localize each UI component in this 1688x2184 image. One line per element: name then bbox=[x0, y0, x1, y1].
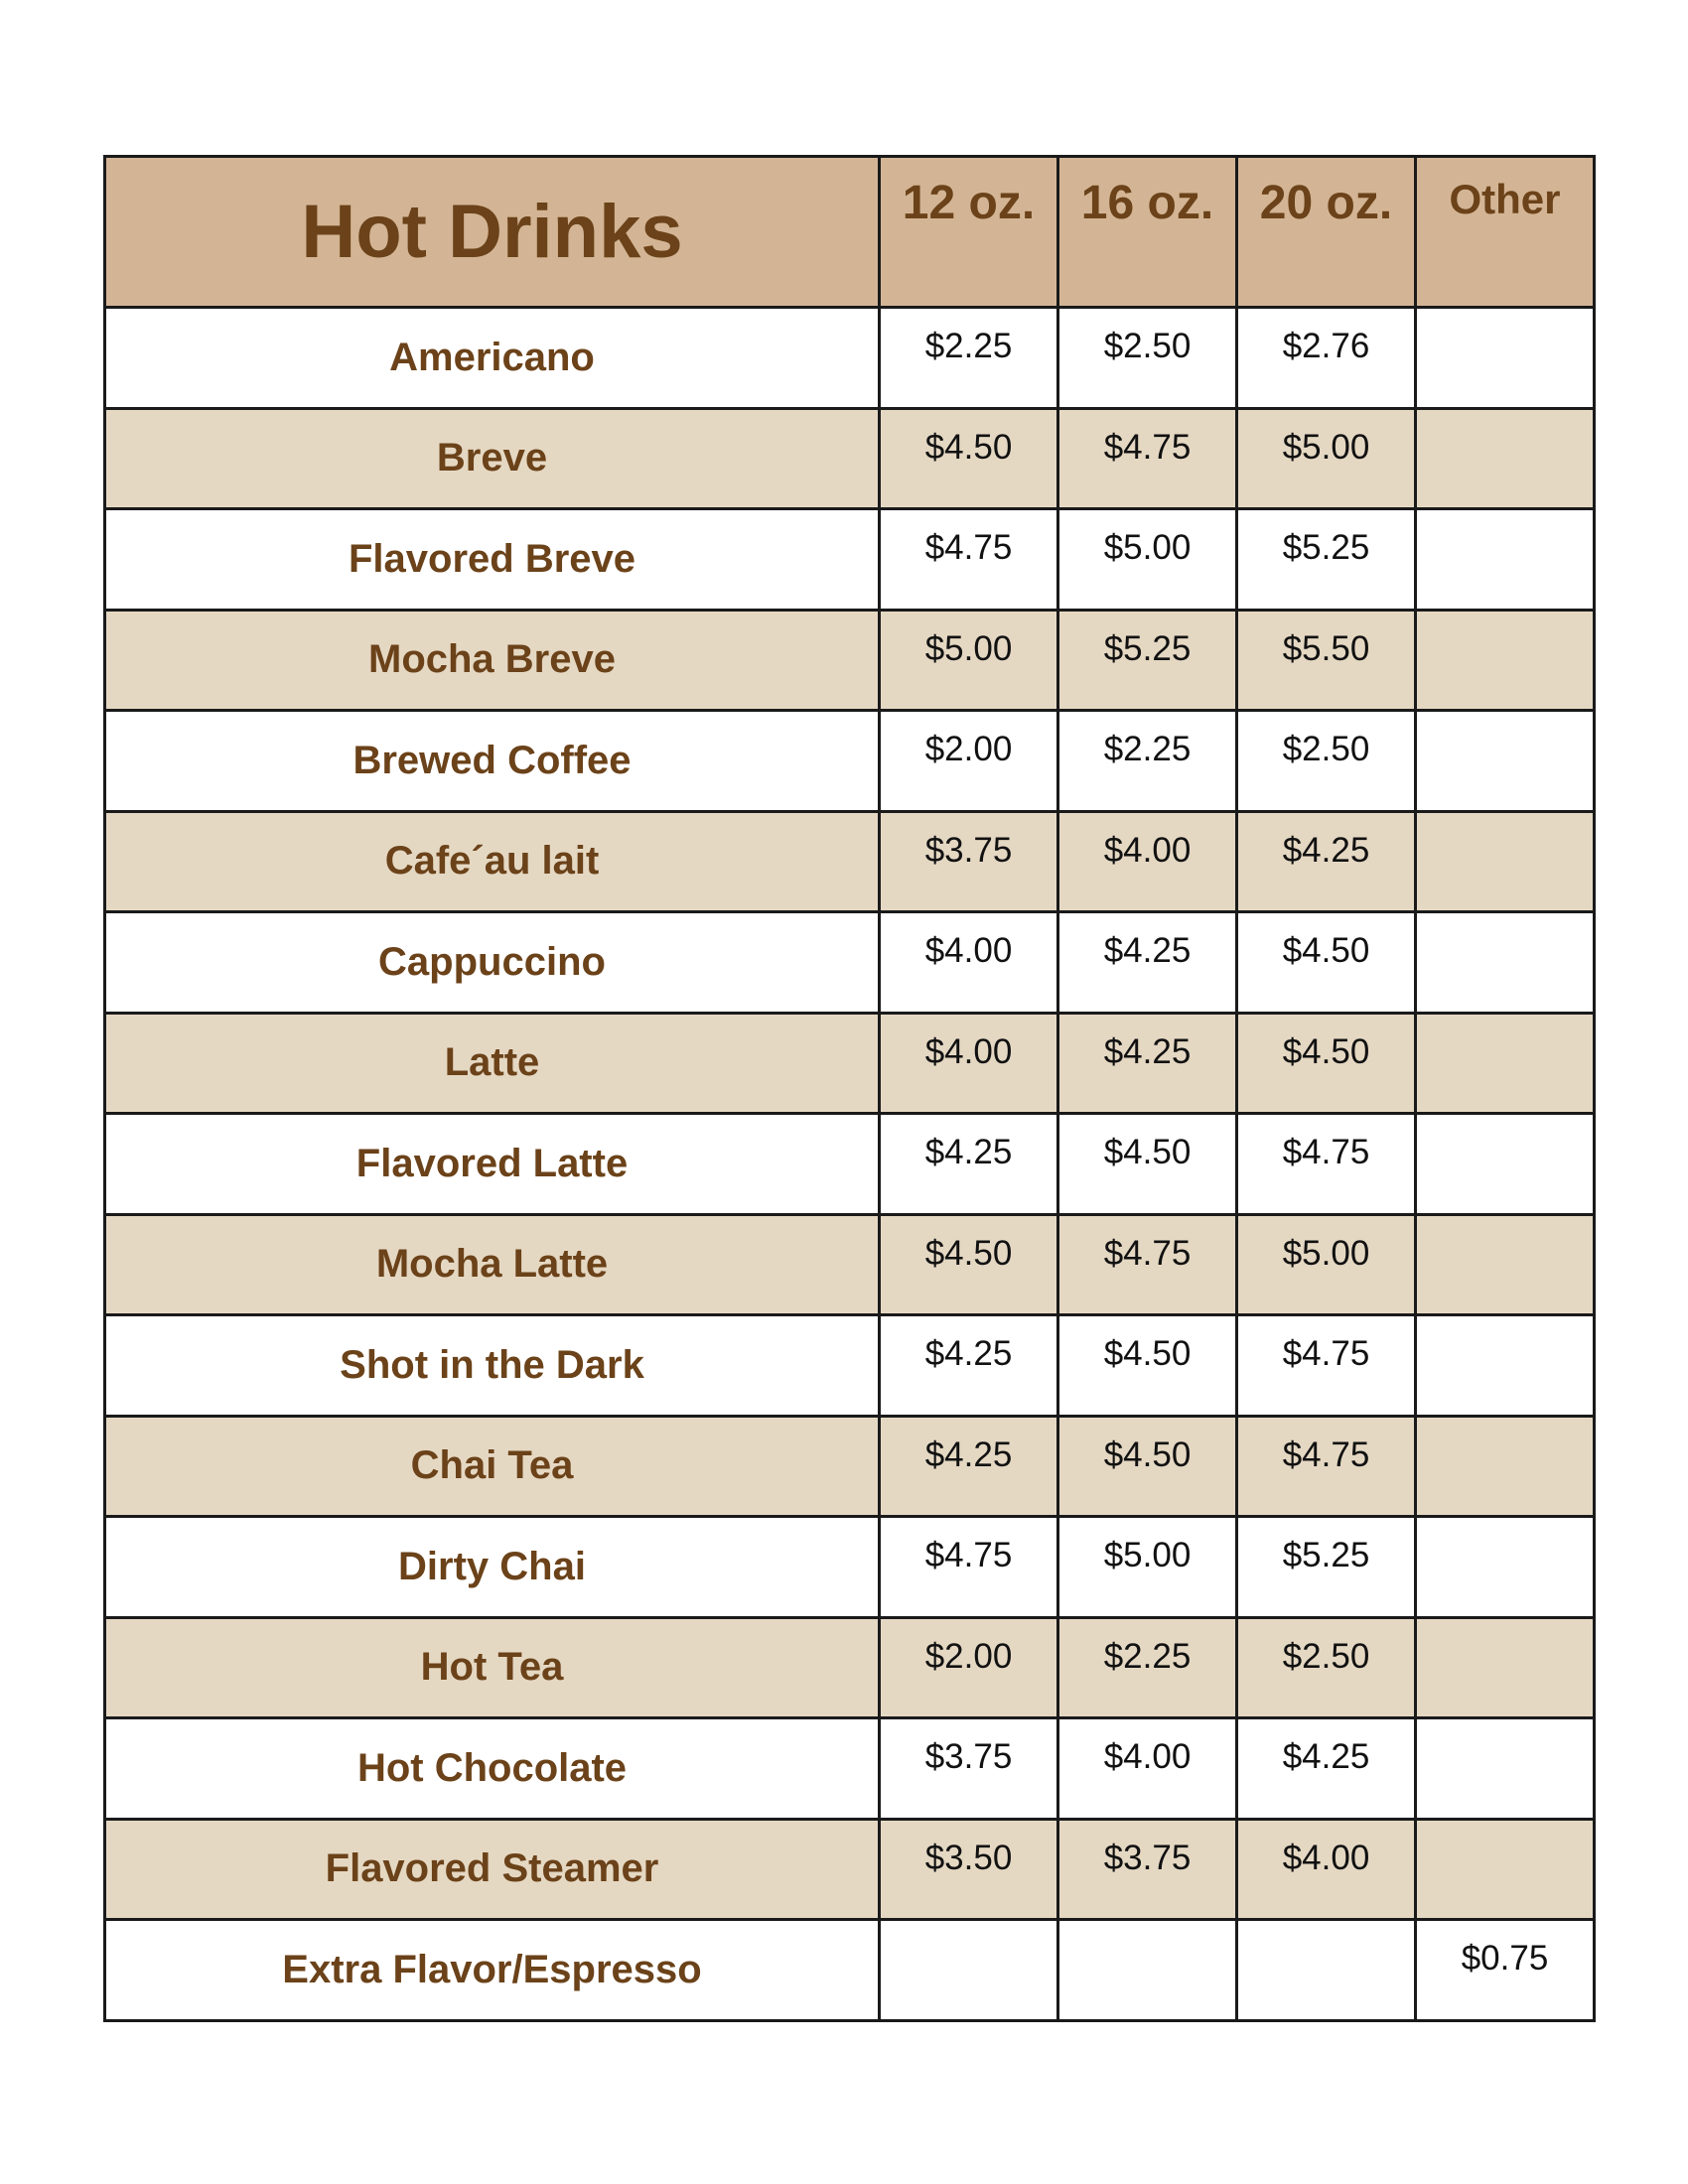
price-16oz: $4.50 bbox=[1058, 1114, 1237, 1215]
drink-name: Flavored Latte bbox=[105, 1114, 880, 1215]
table-row bbox=[105, 1315, 1595, 1417]
price-12oz: $2.00 bbox=[880, 1617, 1058, 1718]
drink-name: Dirty Chai bbox=[105, 1517, 880, 1618]
price-20oz: $5.25 bbox=[1237, 1517, 1416, 1618]
price-20oz: $4.00 bbox=[1237, 1819, 1416, 1920]
price-other bbox=[1416, 711, 1595, 812]
price-other bbox=[1416, 1114, 1595, 1215]
table-row bbox=[105, 1517, 1595, 1618]
table-row bbox=[105, 811, 1595, 912]
column-header-12oz: 12 oz. bbox=[880, 157, 1058, 308]
price-20oz: $4.75 bbox=[1237, 1315, 1416, 1417]
price-16oz: $4.50 bbox=[1058, 1416, 1237, 1517]
price-12oz: $4.25 bbox=[880, 1315, 1058, 1417]
price-20oz: $4.50 bbox=[1237, 1013, 1416, 1114]
table-row bbox=[105, 1416, 1595, 1517]
table-row bbox=[105, 1013, 1595, 1114]
drink-name: Americano bbox=[105, 308, 880, 409]
price-16oz: $4.50 bbox=[1058, 1315, 1237, 1417]
table-row bbox=[105, 1617, 1595, 1718]
drink-name: Chai Tea bbox=[105, 1416, 880, 1517]
drink-name: Breve bbox=[105, 408, 880, 509]
price-other bbox=[1416, 1013, 1595, 1114]
price-20oz: $2.50 bbox=[1237, 711, 1416, 812]
price-12oz: $4.75 bbox=[880, 1517, 1058, 1618]
price-20oz: $5.50 bbox=[1237, 610, 1416, 711]
table-row bbox=[105, 308, 1595, 409]
price-16oz: $2.25 bbox=[1058, 711, 1237, 812]
drink-name: Cafe´au lait bbox=[105, 811, 880, 912]
price-20oz: $4.75 bbox=[1237, 1416, 1416, 1517]
table-row bbox=[105, 1214, 1595, 1315]
price-other bbox=[1416, 610, 1595, 711]
price-16oz: $3.75 bbox=[1058, 1819, 1237, 1920]
price-other bbox=[1416, 308, 1595, 409]
table-row bbox=[105, 1718, 1595, 1820]
price-12oz: $3.75 bbox=[880, 1718, 1058, 1820]
price-20oz: $2.50 bbox=[1237, 1617, 1416, 1718]
drink-name: Flavored Breve bbox=[105, 509, 880, 611]
menu-items-body bbox=[105, 308, 1595, 2021]
menu-title: Hot Drinks bbox=[105, 157, 880, 308]
price-12oz: $4.25 bbox=[880, 1114, 1058, 1215]
price-12oz: $4.75 bbox=[880, 509, 1058, 611]
price-16oz: $4.25 bbox=[1058, 1013, 1237, 1114]
drink-name: Shot in the Dark bbox=[105, 1315, 880, 1417]
price-12oz: $4.25 bbox=[880, 1416, 1058, 1517]
price-12oz: $2.25 bbox=[880, 308, 1058, 409]
price-16oz: $5.00 bbox=[1058, 509, 1237, 611]
price-16oz: $2.50 bbox=[1058, 308, 1237, 409]
price-20oz bbox=[1237, 1920, 1416, 2021]
price-20oz: $5.00 bbox=[1237, 408, 1416, 509]
price-12oz: $5.00 bbox=[880, 610, 1058, 711]
price-16oz: $4.75 bbox=[1058, 408, 1237, 509]
price-12oz: $3.50 bbox=[880, 1819, 1058, 1920]
price-20oz: $4.50 bbox=[1237, 912, 1416, 1014]
price-16oz: $4.00 bbox=[1058, 811, 1237, 912]
table-row bbox=[105, 408, 1595, 509]
price-other bbox=[1416, 1617, 1595, 1718]
table-row bbox=[105, 610, 1595, 711]
price-12oz bbox=[880, 1920, 1058, 2021]
drink-name: Cappuccino bbox=[105, 912, 880, 1014]
drink-name: Flavored Steamer bbox=[105, 1819, 880, 1920]
drink-name: Hot Tea bbox=[105, 1617, 880, 1718]
price-other bbox=[1416, 1517, 1595, 1618]
column-header-other: Other bbox=[1416, 157, 1595, 308]
price-16oz: $4.00 bbox=[1058, 1718, 1237, 1820]
drink-name: Latte bbox=[105, 1013, 880, 1114]
price-other bbox=[1416, 912, 1595, 1014]
price-other bbox=[1416, 811, 1595, 912]
price-20oz: $4.25 bbox=[1237, 811, 1416, 912]
drink-name: Mocha Breve bbox=[105, 610, 880, 711]
price-20oz: $5.00 bbox=[1237, 1214, 1416, 1315]
price-20oz: $5.25 bbox=[1237, 509, 1416, 611]
price-other bbox=[1416, 509, 1595, 611]
table-row bbox=[105, 912, 1595, 1014]
price-20oz: $4.25 bbox=[1237, 1718, 1416, 1820]
drink-name: Brewed Coffee bbox=[105, 711, 880, 812]
drink-name: Mocha Latte bbox=[105, 1214, 880, 1315]
price-12oz: $4.00 bbox=[880, 912, 1058, 1014]
table-header-row bbox=[105, 157, 1595, 308]
column-header-20oz: 20 oz. bbox=[1237, 157, 1416, 308]
price-12oz: $3.75 bbox=[880, 811, 1058, 912]
table-row bbox=[105, 1819, 1595, 1920]
table-row bbox=[105, 1920, 1595, 2021]
table-row bbox=[105, 711, 1595, 812]
price-16oz: $5.00 bbox=[1058, 1517, 1237, 1618]
price-16oz: $5.25 bbox=[1058, 610, 1237, 711]
price-12oz: $4.00 bbox=[880, 1013, 1058, 1114]
price-12oz: $2.00 bbox=[880, 711, 1058, 812]
table-row bbox=[105, 509, 1595, 611]
price-other bbox=[1416, 1819, 1595, 1920]
price-16oz: $4.75 bbox=[1058, 1214, 1237, 1315]
price-other bbox=[1416, 408, 1595, 509]
price-other bbox=[1416, 1214, 1595, 1315]
price-16oz: $2.25 bbox=[1058, 1617, 1237, 1718]
price-other bbox=[1416, 1416, 1595, 1517]
table-row bbox=[105, 1114, 1595, 1215]
column-header-16oz: 16 oz. bbox=[1058, 157, 1237, 308]
price-12oz: $4.50 bbox=[880, 408, 1058, 509]
price-other bbox=[1416, 1315, 1595, 1417]
price-20oz: $4.75 bbox=[1237, 1114, 1416, 1215]
price-12oz: $4.50 bbox=[880, 1214, 1058, 1315]
hot-drinks-price-table bbox=[103, 155, 1596, 2022]
price-16oz bbox=[1058, 1920, 1237, 2021]
price-16oz: $4.25 bbox=[1058, 912, 1237, 1014]
drink-name: Extra Flavor/Espresso bbox=[105, 1920, 880, 2021]
price-other: $0.75 bbox=[1416, 1920, 1595, 2021]
price-other bbox=[1416, 1718, 1595, 1820]
drink-name: Hot Chocolate bbox=[105, 1718, 880, 1820]
price-20oz: $2.76 bbox=[1237, 308, 1416, 409]
